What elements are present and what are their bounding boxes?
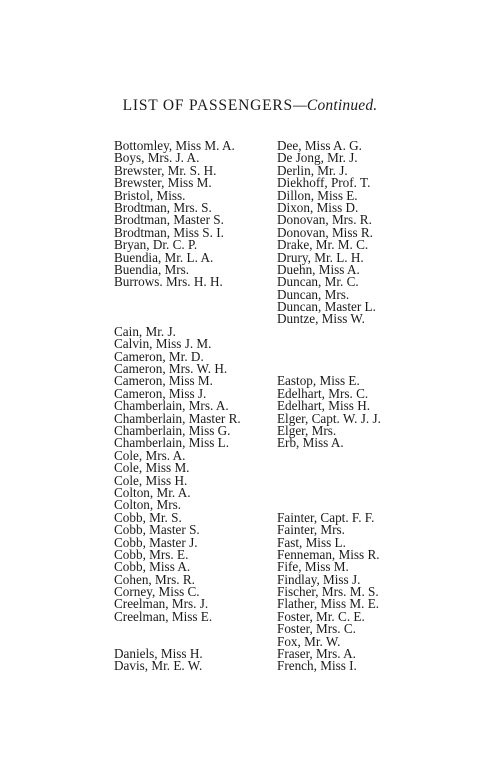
passenger-entry: Duehn, Miss A. — [277, 261, 360, 277]
passenger-entry: Cameron, Miss J. — [114, 385, 207, 401]
passenger-entry: Erb, Miss A. — [277, 435, 344, 451]
passenger-entry — [114, 301, 241, 313]
passenger-entry: Eastop, Miss E. — [277, 373, 360, 389]
passenger-entry: Calvin, Miss J. M. — [114, 336, 212, 352]
passenger-entry: Cameron, Miss M. — [114, 373, 213, 389]
passenger-entry: Edelhart, Mrs. C. — [277, 385, 369, 401]
passenger-entry: Edelhart, Miss H. — [277, 398, 371, 414]
passenger-entry: French, Miss I. — [277, 658, 357, 674]
passenger-entry: Derlin, Mr. J. — [277, 162, 348, 178]
passenger-entry: Brewster, Miss M. — [114, 175, 212, 191]
passenger-entry: Cain, Mr. J. — [114, 323, 176, 339]
passenger-entry — [277, 450, 381, 462]
title-text: LIST OF PASSENGERS — [122, 97, 293, 114]
passenger-entry: Donovan, Mrs. R. — [277, 212, 372, 228]
passenger-entry: Cobb, Mr. S. — [114, 509, 182, 525]
passenger-entry: Duncan, Mr. C. — [277, 274, 359, 290]
passenger-entry: Elger, Mrs. — [277, 422, 337, 438]
passenger-entry — [277, 462, 381, 474]
passenger-entry: Cobb, Master J. — [114, 534, 198, 550]
passenger-column-right — [277, 140, 381, 673]
passenger-entry: Brodtman, Mrs. S. — [114, 199, 212, 215]
passenger-entry — [277, 326, 381, 338]
passenger-entry: Fainter, Capt. F. F. — [277, 509, 375, 525]
passenger-entry: De Jong, Mr. J. — [277, 150, 358, 166]
passenger-entry: Elger, Capt. W. J. J. — [277, 410, 381, 426]
passenger-entry: Foster, Mrs. C. — [277, 621, 356, 637]
passenger-entry: Cobb, Mrs. E. — [114, 546, 189, 562]
passenger-entry: Colton, Mr. A. — [114, 484, 191, 500]
passenger-entry: Colton, Mrs. — [114, 497, 182, 513]
passenger-entry: Chamberlain, Miss G. — [114, 422, 231, 438]
passenger-entry: Cole, Mrs. A. — [114, 447, 186, 463]
passenger-entry — [277, 487, 381, 499]
passenger-entry: Buendia, Mrs. — [114, 261, 190, 277]
passenger-entry: Cole, Miss H. — [114, 472, 188, 488]
page-title — [0, 97, 500, 115]
passenger-entry: Fife, Miss M. — [277, 559, 349, 575]
passenger-entry: Chamberlain, Master R. — [114, 410, 241, 426]
passenger-entry — [277, 351, 381, 363]
passenger-entry: Fox, Mr. W. — [277, 633, 341, 649]
passenger-entry: Fenneman, Miss R. — [277, 546, 380, 562]
passenger-entry: Daniels, Miss H. — [114, 646, 203, 662]
passenger-entry: Fischer, Mrs. M. S. — [277, 584, 379, 600]
passenger-column-left — [114, 140, 241, 673]
passenger-entry: Creelman, Mrs. J. — [114, 596, 209, 612]
passenger-entry: Cole, Miss M. — [114, 460, 190, 476]
passenger-entry: Dixon, Miss D. — [277, 199, 359, 215]
passenger-entry — [114, 623, 241, 635]
passenger-entry: Bryan, Dr. C. P. — [114, 237, 198, 253]
passenger-entry: Brewster, Mr. S. H. — [114, 162, 217, 178]
passenger-entry: Corney, Miss C. — [114, 584, 200, 600]
passenger-entry: Duncan, Mrs. — [277, 286, 350, 302]
passenger-entry: Creelman, Miss E. — [114, 608, 213, 624]
passenger-entry: Fraser, Mrs. A. — [277, 646, 356, 662]
passenger-entry: Chamberlain, Mrs. A. — [114, 398, 229, 414]
passenger-entry: Foster, Mr. C. E. — [277, 608, 365, 624]
passenger-entry: Drury, Mr. L. H. — [277, 249, 364, 265]
passenger-entry — [277, 338, 381, 350]
passenger-entry: Findlay, Miss J. — [277, 571, 361, 587]
passenger-entry: Flather, Miss M. E. — [277, 596, 380, 612]
passenger-entry: Burrows. Mrs. H. H. — [114, 274, 223, 290]
title-dash: — — [292, 97, 307, 114]
passenger-entry: Brodtman, Master S. — [114, 212, 224, 228]
passenger-entry: Buendia, Mr. L. A. — [114, 249, 214, 265]
passenger-entry: Donovan, Miss R. — [277, 224, 373, 240]
passenger-entry: Bristol, Miss. — [114, 187, 186, 203]
passenger-entry — [114, 289, 241, 301]
passenger-entry: Cohen, Mrs. R. — [114, 571, 195, 587]
passenger-entry: Davis, Mr. E. W. — [114, 658, 203, 674]
passenger-entry: Bottomley, Miss M. A. — [114, 138, 235, 153]
passenger-entry: Fainter, Mrs. — [277, 522, 345, 538]
passenger-entry: Duntze, Miss W. — [277, 311, 365, 327]
passenger-entry: Cameron, Mrs. W. H. — [114, 361, 228, 377]
passenger-entry: Cobb, Master S. — [114, 522, 200, 538]
passenger-entry: Dee, Miss A. G. — [277, 138, 362, 153]
passenger-entry — [277, 475, 381, 487]
passenger-entry: Cameron, Mr. D. — [114, 348, 204, 364]
passenger-entry: Brodtman, Miss S. I. — [114, 224, 224, 240]
passenger-entry: Cobb, Miss A. — [114, 559, 191, 575]
passenger-entry: Duncan, Master L. — [277, 299, 376, 315]
passenger-entry: Dillon, Miss E. — [277, 187, 358, 203]
passenger-entry: Drake, Mr. M. C. — [277, 237, 369, 253]
passenger-entry: Fast, Miss L. — [277, 534, 346, 550]
title-continued: Continued. — [306, 97, 378, 114]
passenger-entry: Chamberlain, Miss L. — [114, 435, 230, 451]
passenger-entry: Diekhoff, Prof. T. — [277, 175, 371, 191]
passenger-entry: Boys, Mrs. J. A. — [114, 150, 200, 166]
